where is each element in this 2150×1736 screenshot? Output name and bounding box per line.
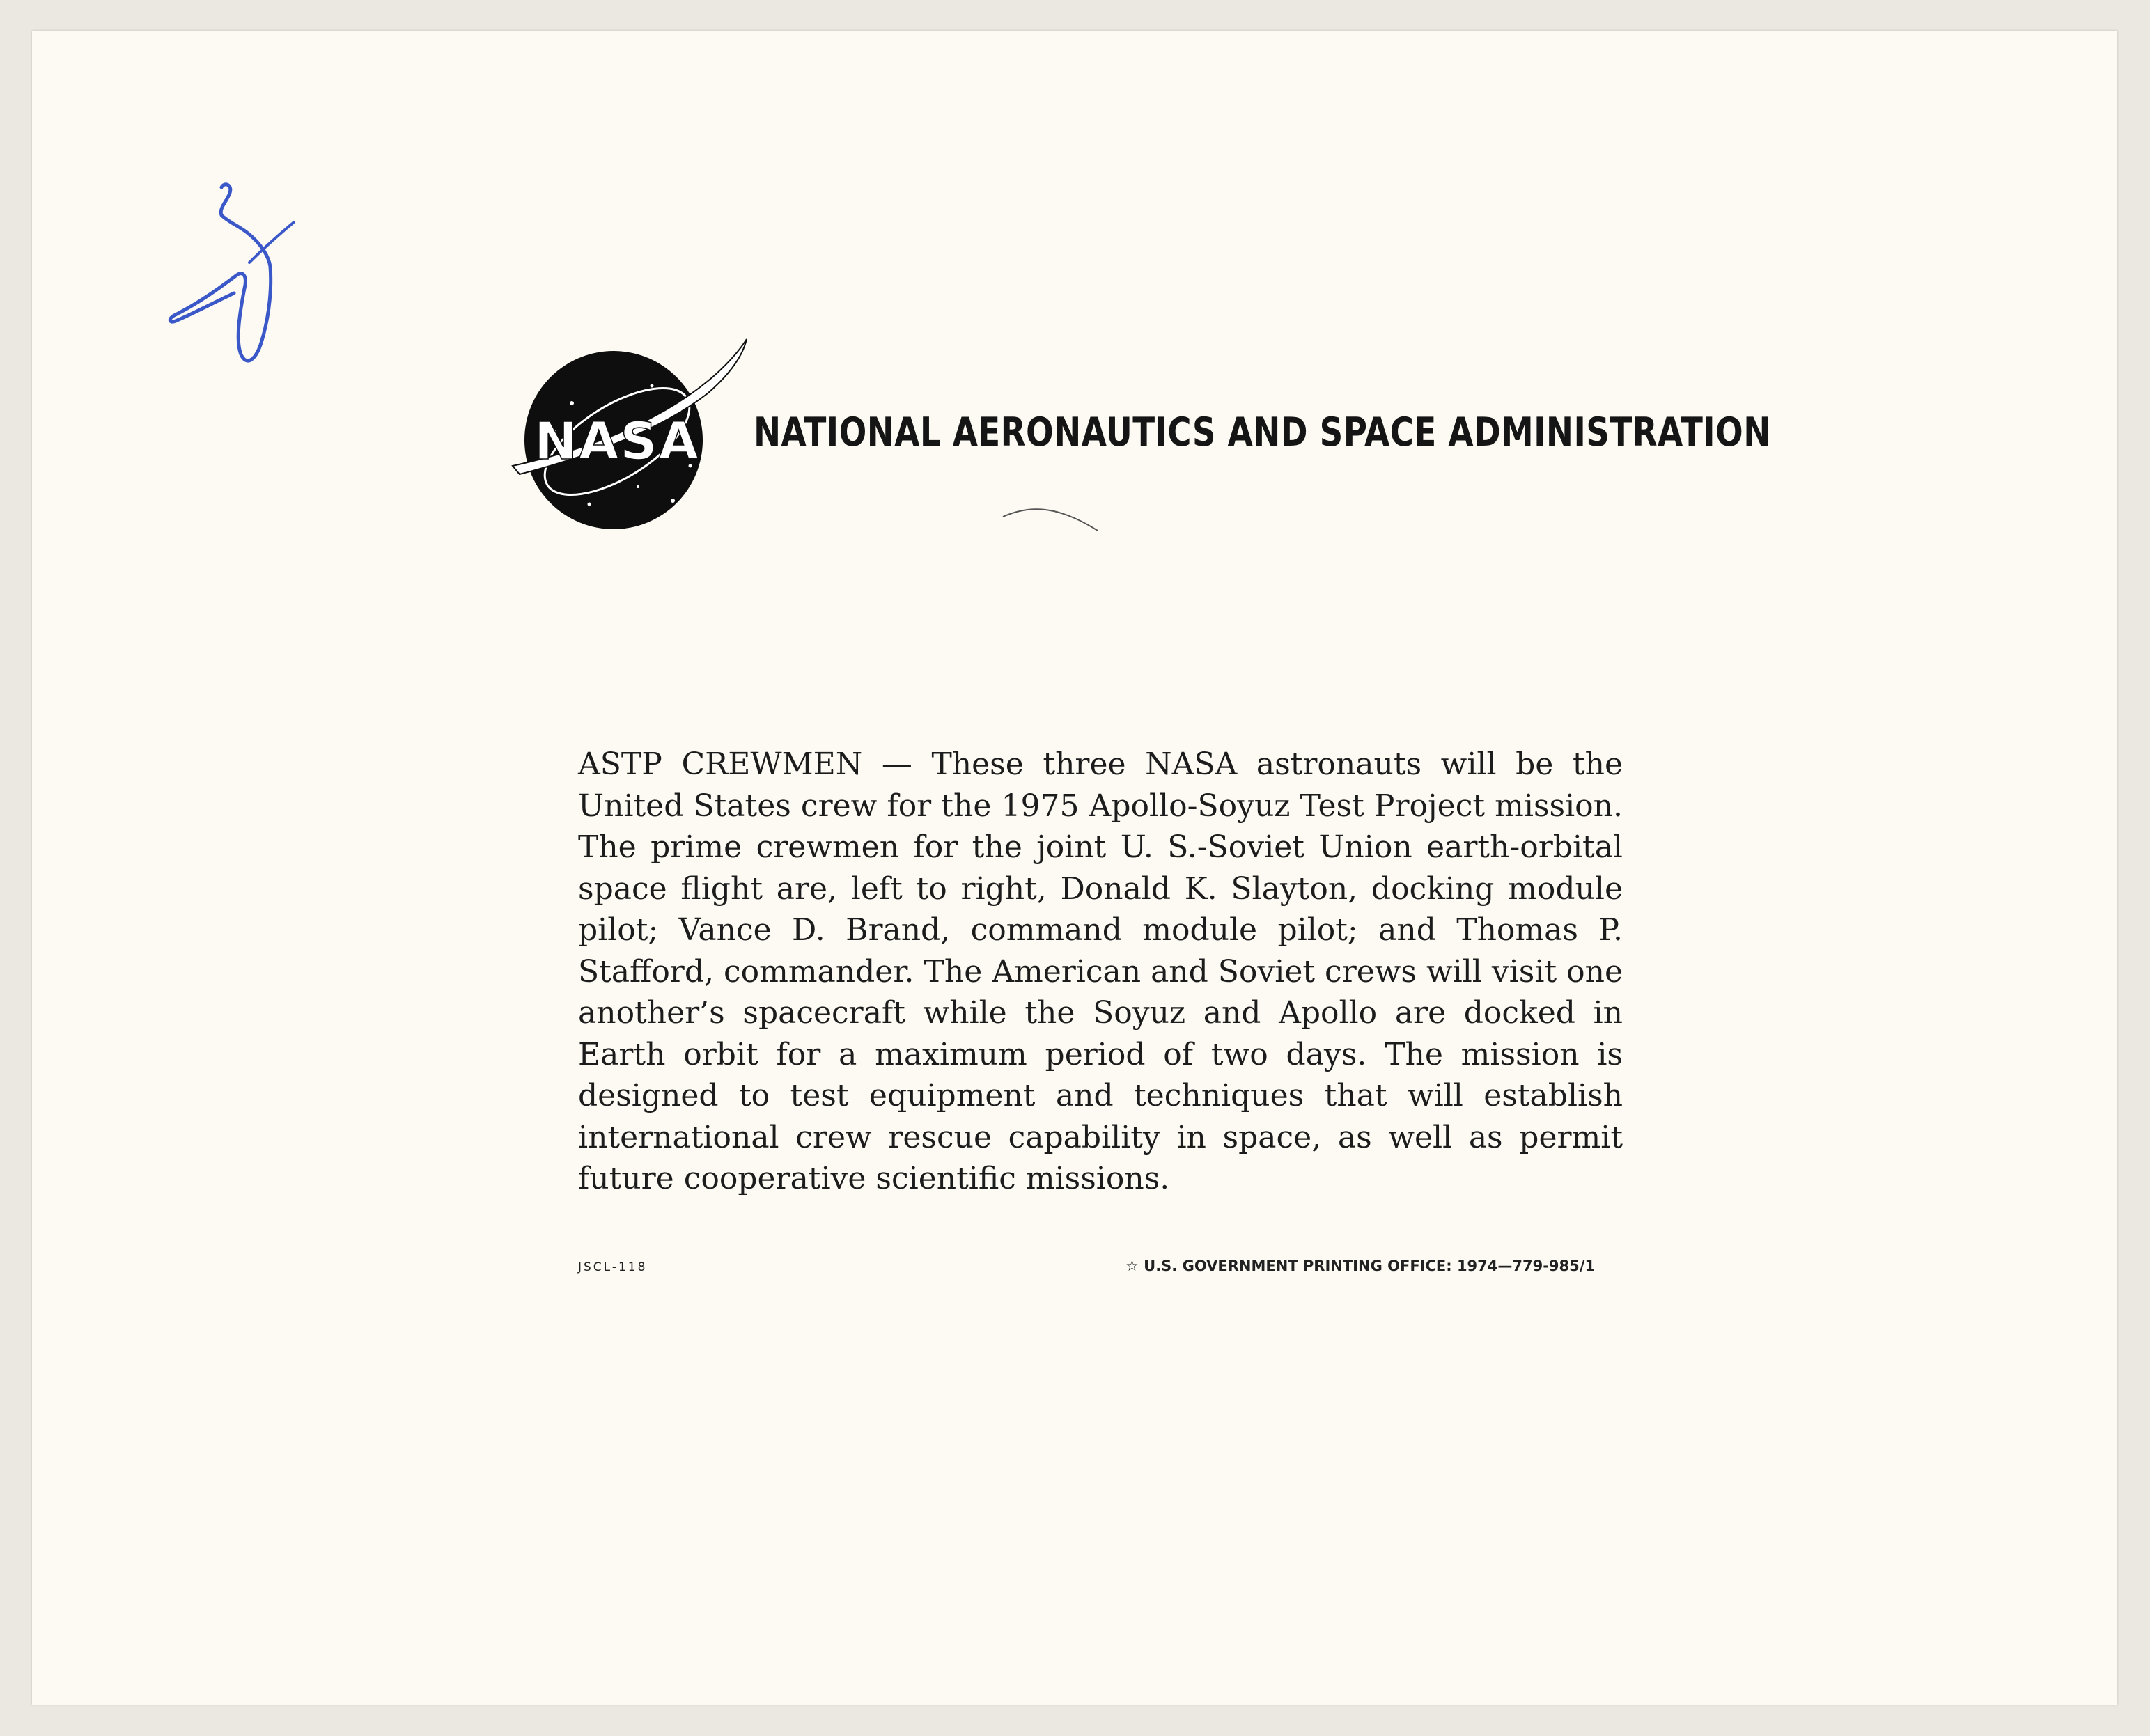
photo-caption: ASTP CREWMEN — These three NASA astronauts will be the United States crew for the 1975 Apollo-Soyuz Test Project mission. The prime crewmen for the joint U. S.-Soviet Union earth-orbital space flight are, left to right, Donald K. Slayton, docking module pilot; Vance D. Brand, command module pilot; and Thomas P. Stafford, commander. The American and Soviet crews will visit one another’s spacecraft while the Soyuz and Apollo are docked in Earth orbit for a maximum period of two days. The mission is designed to test equipment and techniques that will establish international crew rescue capability in space, as well as permit future cooperative scientific missions. [578, 746, 1623, 1196]
nasa-meatball-logo [506, 327, 784, 535]
agency-name: NATIONAL AERONAUTICS AND SPACE ADMINISTRATION [754, 409, 1771, 455]
handwritten-initial [157, 180, 307, 368]
print-code: JSCL-118 [578, 1260, 648, 1274]
star-icon: ☆ [1125, 1258, 1139, 1274]
gpo-imprint [1125, 1258, 1595, 1274]
stray-pencil-mark [1000, 496, 1105, 538]
paper-sheet [32, 31, 2117, 1705]
gpo-imprint-text: U.S. GOVERNMENT PRINTING OFFICE: 1974—779-985/1 [1144, 1258, 1596, 1274]
logo-lettering: NASA [534, 412, 700, 471]
